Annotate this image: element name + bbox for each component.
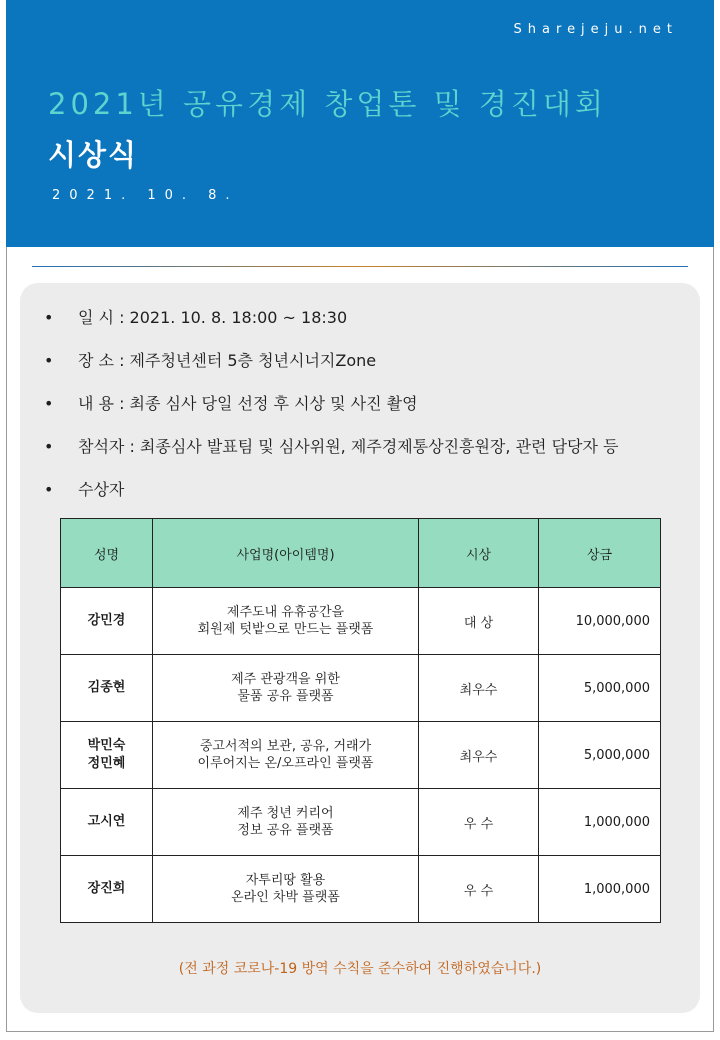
winner-name: 박민숙 정민혜 <box>61 722 153 789</box>
business-name: 제주 관광객을 위한 물품 공유 플랫폼 <box>153 655 419 722</box>
award-level: 우 수 <box>419 789 539 856</box>
info-item-winners <box>44 475 618 518</box>
winner-name: 장진희 <box>61 856 153 923</box>
winner-name: 김종현 <box>61 655 153 722</box>
awards-table <box>60 518 661 923</box>
info-text: 내 용 : 최종 심사 당일 선정 후 시상 및 사진 촬영 <box>78 394 418 413</box>
award-level: 최우수 <box>419 722 539 789</box>
event-subtitle: 시상식 <box>48 138 139 172</box>
table-row <box>61 655 661 722</box>
bullet-icon: • <box>44 394 54 413</box>
bullet-icon: • <box>44 480 54 499</box>
site-url: Sharejeju.net <box>513 22 678 37</box>
info-item-datetime <box>44 303 618 346</box>
business-name: 자투리땅 활용 온라인 차박 플랫폼 <box>153 856 419 923</box>
info-item-content <box>44 389 618 432</box>
winner-name: 강민경 <box>61 588 153 655</box>
prize-amount: 5,000,000 <box>539 655 661 722</box>
info-text: 장 소 : 제주청년센터 5층 청년시너지Zone <box>78 351 377 370</box>
quarantine-note: (전 과정 코로나-19 방역 수칙을 준수하여 진행하였습니다.) <box>178 961 542 977</box>
winner-name: 고시연 <box>61 789 153 856</box>
info-text: 일 시 : 2021. 10. 8. 18:00 ~ 18:30 <box>78 308 348 327</box>
header-banner <box>6 0 714 247</box>
business-name: 제주 청년 커리어 정보 공유 플랫폼 <box>153 789 419 856</box>
bullet-icon: • <box>44 351 54 370</box>
column-header-business: 사업명(아이템명) <box>153 519 419 588</box>
prize-amount: 10,000,000 <box>539 588 661 655</box>
business-name: 중고서적의 보관, 공유, 거래가 이루어지는 온/오프라인 플랫폼 <box>153 722 419 789</box>
table-row <box>61 588 661 655</box>
column-header-name: 성명 <box>61 519 153 588</box>
column-header-prize: 상금 <box>539 519 661 588</box>
bullet-icon: • <box>44 308 54 327</box>
info-item-attendees <box>44 432 618 475</box>
column-header-award: 시상 <box>419 519 539 588</box>
content-panel <box>20 283 700 1013</box>
divider-line <box>32 266 688 267</box>
award-level: 우 수 <box>419 856 539 923</box>
event-date: 2021. 10. 8. <box>52 188 239 203</box>
info-text: 참석자 : 최종심사 발표팀 및 심사위원, 제주경제통상진흥원장, 관련 담당자 등 <box>78 437 619 456</box>
table-row <box>61 856 661 923</box>
prize-amount: 1,000,000 <box>539 856 661 923</box>
table-header-row <box>61 519 661 588</box>
business-name: 제주도내 유휴공간을 회원제 텃밭으로 만드는 플랫폼 <box>153 588 419 655</box>
prize-amount: 1,000,000 <box>539 789 661 856</box>
award-level: 대 상 <box>419 588 539 655</box>
table-row <box>61 789 661 856</box>
event-title: 2021년 공유경제 창업톤 및 경진대회 <box>48 87 607 121</box>
award-level: 최우수 <box>419 655 539 722</box>
prize-amount: 5,000,000 <box>539 722 661 789</box>
bullet-icon: • <box>44 437 54 456</box>
info-list <box>44 303 618 518</box>
table-row <box>61 722 661 789</box>
info-text: 수상자 <box>78 480 125 499</box>
info-item-venue <box>44 346 618 389</box>
